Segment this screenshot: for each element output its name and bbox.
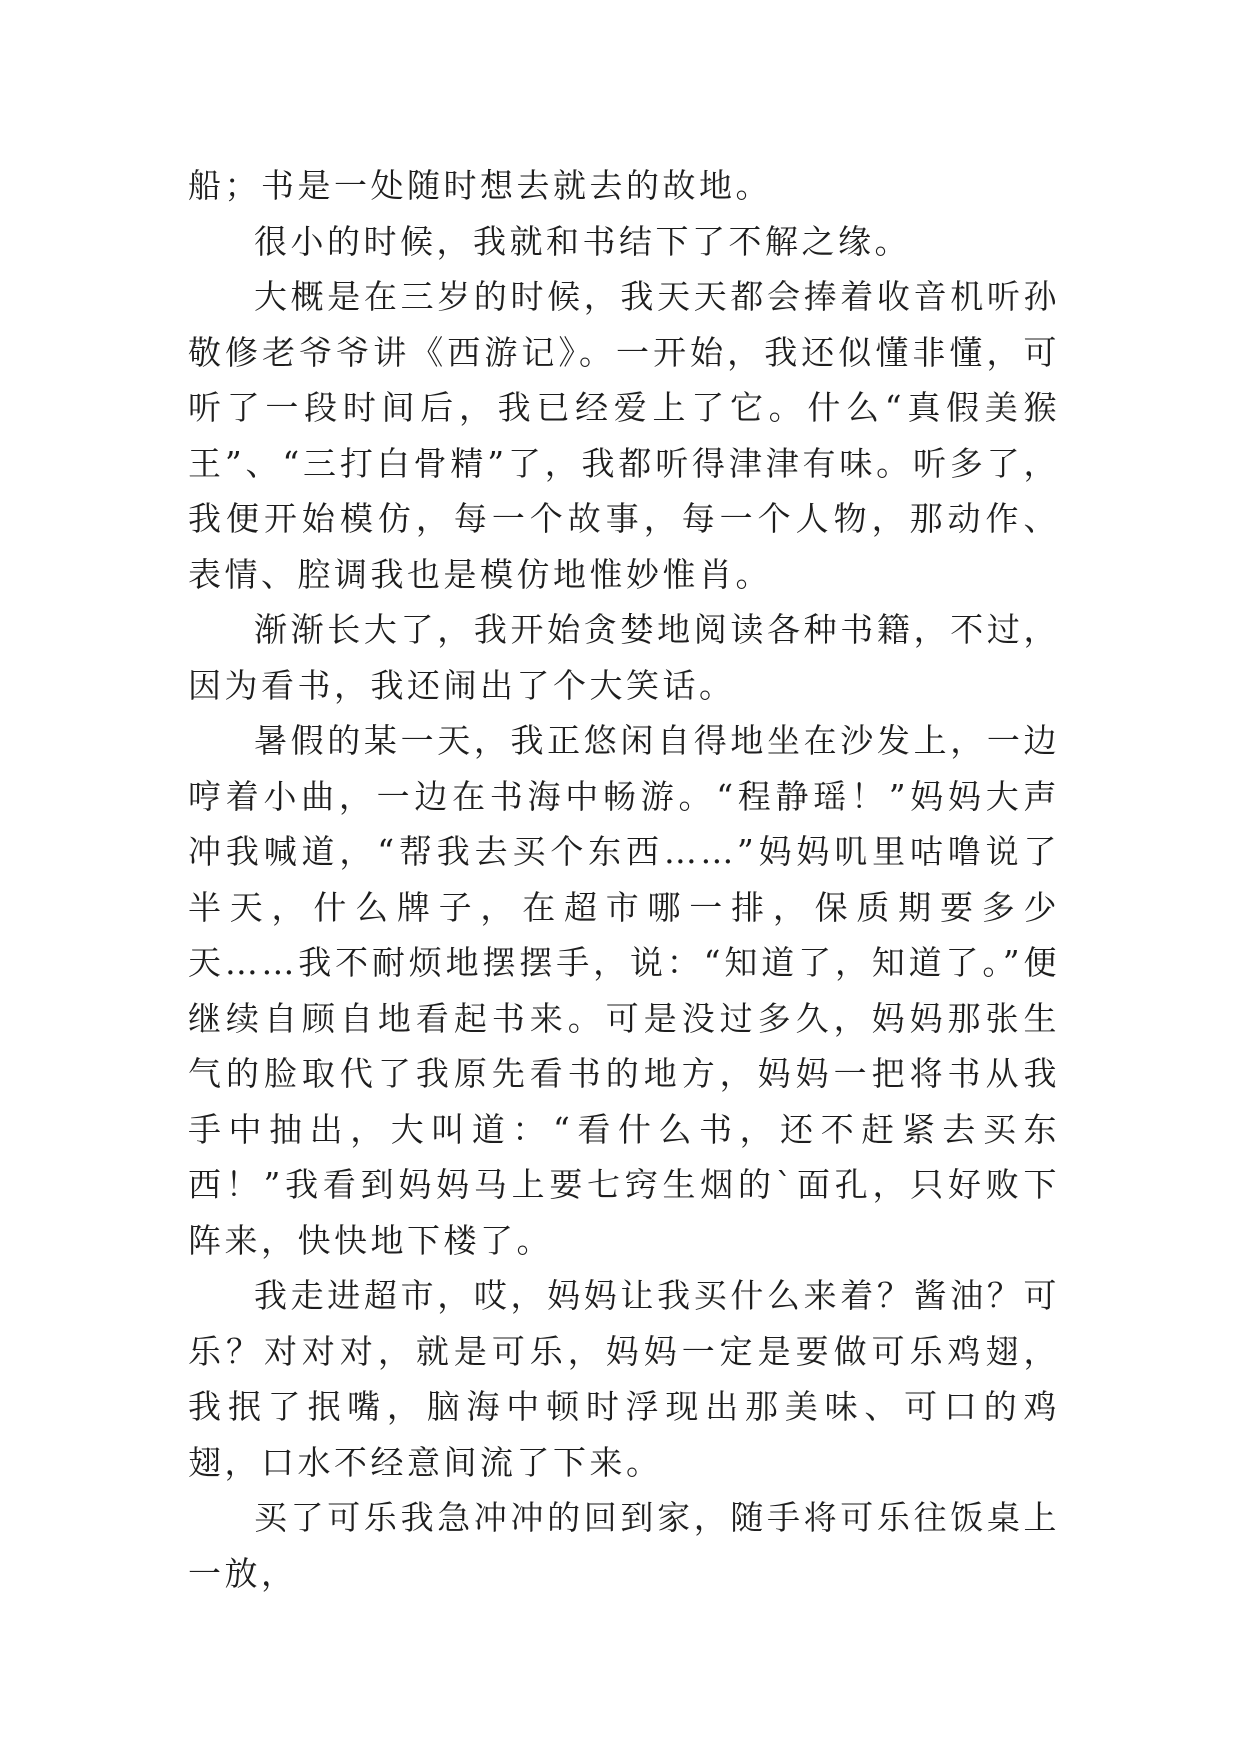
paragraph-journey-west: 大概是在三岁的时候，我天天都会捧着收音机听孙敬修老爷爷讲《西游记》。一开始，我还似懂非懂，可听了一段时间后，我已经爱上了它。什么“真假美猴王”、“三打白骨精”了，我都听得津津有味。听多了，我便开始模仿，每一个故事，每一个人物，那动作、表情、腔调我也是模仿地惟妙惟肖。	[188, 277, 1060, 594]
article-body	[188, 158, 1060, 1601]
paragraph-growing-up: 渐渐长大了，我开始贪婪地阅读各种书籍，不过，因为看书，我还闹出了个大笑话。	[188, 610, 1060, 705]
paragraph-summer-day: 暑假的某一天，我正悠闲自得地坐在沙发上，一边哼着小曲，一边在书海中畅游。“程静瑶！”妈妈大声冲我喊道，“帮我去买个东西……”妈妈叽里咕噜说了半天，什么牌子，在超市哪一排，保质期要多少天……我不耐烦地摆摆手，说：“知道了，知道了。”便继续自顾自地看起书来。可是没过多久，妈妈那张生气的脸取代了我原先看书的地方，妈妈一把将书从我手中抽出，大叫道：“看什么书，还不赶紧去买东西！”我看到妈妈马上要七窍生烟的`面孔，只好败下阵来，快快地下楼了。	[188, 721, 1060, 1260]
paragraph-return-home: 买了可乐我急冲冲的回到家，随手将可乐往饭桌上一放，	[188, 1498, 1060, 1593]
paragraph-continued: 船；书是一处随时想去就去的故地。	[188, 166, 772, 205]
paragraph-book-bond: 很小的时候，我就和书结下了不解之缘。	[254, 221, 911, 261]
paragraph-supermarket: 我走进超市，哎，妈妈让我买什么来着？酱油？可乐？对对对，就是可乐，妈妈一定是要做可乐鸡翅，我抿了抿嘴，脑海中顿时浮现出那美味、可口的鸡翅，口水不经意间流了下来。	[188, 1276, 1060, 1482]
